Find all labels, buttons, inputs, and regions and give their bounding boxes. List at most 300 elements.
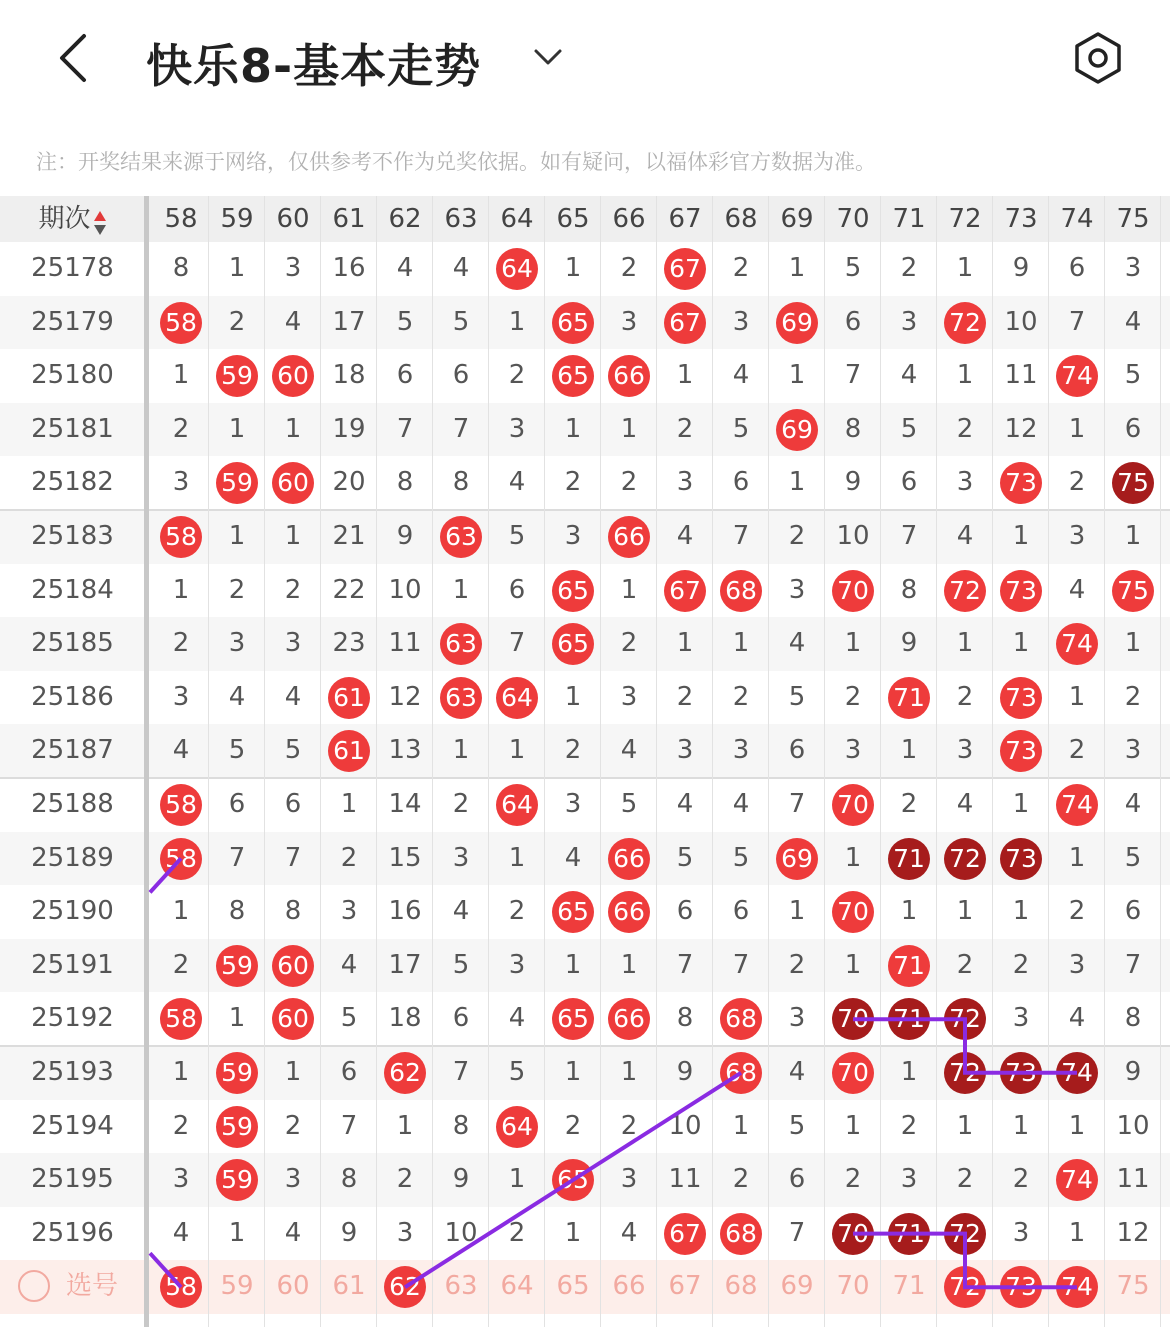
miss-count-cell: 4 [172,735,190,766]
miss-count-cell: 1 [340,789,358,819]
hit-ball: 65 [552,1159,594,1201]
hit-ball: 73 [1000,838,1042,880]
period-cell: 25191 [31,949,114,980]
grid-line [320,196,321,1327]
miss-count-cell: 3 [172,467,190,498]
table-header [0,196,1170,242]
miss-count-cell: 1 [508,1164,526,1195]
selected-ball[interactable]: 72 [944,1266,986,1308]
miss-count-cell: 5 [732,842,750,873]
selected-ball[interactable]: 74 [1056,1266,1098,1308]
select-number-75[interactable]: 75 [1116,1271,1150,1302]
miss-count-cell: 2 [564,735,582,766]
miss-count-cell: 2 [508,360,526,391]
column-header-70: 70 [836,204,870,234]
miss-count-cell: 11 [1116,1164,1150,1195]
miss-count-cell: 5 [844,253,862,283]
miss-count-cell: 4 [564,842,582,873]
miss-count-cell: 8 [452,467,470,498]
hit-ball: 73 [1000,462,1042,504]
select-number-70[interactable]: 70 [836,1271,870,1302]
miss-count-cell: 2 [508,896,526,927]
miss-count-cell: 4 [1068,574,1086,605]
hit-ball: 74 [1056,355,1098,397]
hit-ball: 70 [832,891,874,933]
miss-count-cell: 1 [1012,789,1030,819]
hit-ball: 65 [552,623,594,665]
miss-count-cell: 12 [1004,413,1038,444]
hit-cell [657,564,713,618]
miss-count-cell: 3 [1124,253,1142,283]
table-row [0,510,1170,564]
grid-line [712,196,713,1327]
miss-count-cell: 7 [1068,306,1086,337]
miss-count-cell: 4 [788,628,806,659]
miss-count-cell: 4 [284,306,302,337]
miss-count-cell: 3 [620,306,638,337]
miss-count-cell: 1 [1068,1217,1086,1248]
miss-count-cell: 7 [788,789,806,819]
miss-count-cell: 6 [284,789,302,819]
table-row [0,617,1170,671]
miss-count-cell: 5 [676,842,694,873]
miss-count-cell: 1 [1012,521,1030,551]
selected-ball[interactable]: 58 [160,1266,202,1308]
miss-count-cell: 5 [1124,360,1142,391]
hit-cell [1049,1046,1105,1100]
miss-count-cell: 4 [956,789,974,819]
miss-count-cell: 4 [228,681,246,712]
select-number-71[interactable]: 71 [892,1271,926,1302]
selected-ball[interactable]: 73 [1000,1266,1042,1308]
miss-count-cell: 5 [1124,842,1142,873]
hit-ball: 64 [496,1106,538,1148]
hit-cell [937,296,993,350]
hit-ball: 58 [160,998,202,1040]
hit-cell [1105,564,1161,618]
table-row [0,242,1170,296]
miss-count-cell: 15 [388,842,422,873]
miss-count-cell: 1 [228,1003,246,1034]
miss-count-cell: 1 [1012,1110,1030,1141]
miss-count-cell: 8 [284,896,302,927]
hit-cell [209,1046,265,1100]
miss-count-cell: 2 [732,253,750,283]
period-header[interactable] [0,196,145,242]
miss-count-cell: 2 [564,467,582,498]
hit-cell [209,1100,265,1154]
hit-cell [545,617,601,671]
hit-ball: 70 [832,1213,874,1255]
hit-cell [153,296,209,350]
table-row [0,939,1170,993]
hit-cell [601,885,657,939]
miss-count-cell: 3 [284,253,302,283]
column-header-63: 63 [444,204,478,234]
hit-ball: 74 [1056,1159,1098,1201]
miss-count-cell: 2 [1012,1164,1030,1195]
miss-count-cell: 6 [1124,413,1142,444]
miss-count-cell: 2 [676,413,694,444]
hit-ball: 71 [888,998,930,1040]
miss-count-cell: 7 [1124,949,1142,980]
hit-cell [265,939,321,993]
chevron-left-icon[interactable] [48,28,108,88]
miss-count-cell: 1 [732,1110,750,1141]
miss-count-cell: 13 [388,735,422,766]
hit-cell [153,992,209,1046]
miss-count-cell: 3 [172,681,190,712]
hit-cell [545,564,601,618]
miss-count-cell: 1 [564,949,582,980]
hit-cell [937,1207,993,1261]
hit-cell [937,1046,993,1100]
select-radio[interactable] [18,1270,50,1302]
miss-count-cell: 3 [732,735,750,766]
miss-count-cell: 2 [508,1217,526,1248]
hit-ball: 63 [440,516,482,558]
hit-ball: 58 [160,784,202,826]
miss-count-cell: 17 [332,306,366,337]
miss-count-cell: 2 [844,681,862,712]
table-row [0,778,1170,832]
miss-count-cell: 2 [228,574,246,605]
miss-count-cell: 3 [284,1164,302,1195]
hit-ball: 70 [832,998,874,1040]
hit-ball: 72 [944,1052,986,1094]
miss-count-cell: 4 [788,1057,806,1087]
hit-ball: 66 [608,355,650,397]
miss-count-cell: 6 [228,789,246,819]
hit-cell [209,1153,265,1207]
hit-cell [153,510,209,564]
hit-cell [993,724,1049,778]
hit-ball: 59 [216,355,258,397]
miss-count-cell: 1 [788,896,806,927]
grid-line [544,196,545,1327]
hit-ball: 66 [608,891,650,933]
hit-cell [601,510,657,564]
miss-count-cell: 1 [956,360,974,391]
table-row [0,456,1170,510]
miss-count-cell: 16 [332,253,366,283]
hit-ball: 70 [832,1052,874,1094]
hit-ball: 68 [720,1213,762,1255]
hit-ball: 72 [944,838,986,880]
hit-ball: 69 [776,302,818,344]
miss-count-cell: 4 [620,1217,638,1248]
miss-count-cell: 2 [228,306,246,337]
miss-count-cell: 8 [452,1110,470,1141]
miss-count-cell: 4 [620,735,638,766]
hit-cell [937,832,993,886]
miss-count-cell: 23 [332,628,366,659]
miss-count-cell: 2 [172,949,190,980]
hit-cell [993,1046,1049,1100]
miss-count-cell: 16 [388,896,422,927]
hit-ball: 74 [1056,623,1098,665]
hit-cell [937,564,993,618]
hit-cell [489,671,545,725]
top-bar [0,0,1170,120]
miss-count-cell: 3 [676,735,694,766]
miss-count-cell: 4 [284,681,302,712]
miss-count-cell: 5 [508,1057,526,1087]
hit-ball: 67 [664,570,706,612]
miss-count-cell: 2 [284,1110,302,1141]
selected-ball[interactable]: 62 [384,1266,426,1308]
hit-cell [209,349,265,403]
miss-count-cell: 1 [788,467,806,498]
miss-count-cell: 2 [340,842,358,873]
hit-cell [321,724,377,778]
miss-count-cell: 1 [788,253,806,283]
miss-count-cell: 6 [732,896,750,927]
table-row [0,349,1170,403]
miss-count-cell: 2 [732,1164,750,1195]
miss-count-cell: 1 [676,360,694,391]
miss-count-cell: 1 [1124,521,1142,551]
miss-count-cell: 2 [452,789,470,819]
hit-ball: 65 [552,570,594,612]
select-number-69[interactable]: 69 [780,1271,814,1302]
period-cell: 25182 [31,467,114,498]
miss-count-cell: 2 [396,1164,414,1195]
hit-ball: 62 [384,1052,426,1094]
miss-count-cell: 1 [564,253,582,283]
hit-ball: 72 [944,570,986,612]
grid-line [1048,196,1049,1327]
grid-line [880,196,881,1327]
period-cell: 25186 [31,681,114,712]
select-number-66[interactable]: 66 [612,1271,646,1302]
hit-cell [433,671,489,725]
miss-count-cell: 3 [1012,1003,1030,1034]
miss-count-cell: 3 [452,842,470,873]
hit-ball: 60 [272,462,314,504]
select-number-67[interactable]: 67 [668,1271,702,1302]
select-number-64[interactable]: 64 [500,1271,534,1302]
miss-count-cell: 8 [396,467,414,498]
hit-cell [825,564,881,618]
miss-count-cell: 8 [844,413,862,444]
miss-count-cell: 3 [396,1217,414,1248]
column-header-69: 69 [780,204,814,234]
period-header-label: 期次 [38,204,91,234]
miss-count-cell: 5 [228,735,246,766]
miss-count-cell: 2 [172,1110,190,1141]
miss-count-cell: 5 [900,413,918,444]
miss-count-cell: 2 [900,253,918,283]
miss-count-cell: 1 [172,574,190,605]
miss-count-cell: 9 [1124,1057,1142,1087]
select-number-59[interactable]: 59 [220,1271,254,1302]
select-number-65[interactable]: 65 [556,1271,590,1302]
hit-cell [1105,456,1161,510]
hit-ball: 61 [328,677,370,719]
table-row [0,1207,1170,1261]
hit-ball: 67 [664,302,706,344]
hit-ball: 73 [1000,677,1042,719]
miss-count-cell: 8 [900,574,918,605]
miss-count-cell: 1 [900,735,918,766]
miss-count-cell: 2 [1068,735,1086,766]
miss-count-cell: 1 [284,1057,302,1087]
miss-count-cell: 3 [900,306,918,337]
miss-count-cell: 5 [788,681,806,712]
miss-count-cell: 3 [172,1164,190,1195]
select-number-68[interactable]: 68 [724,1271,758,1302]
miss-count-cell: 4 [508,1003,526,1034]
hit-cell [993,832,1049,886]
miss-count-cell: 3 [508,413,526,444]
period-cell: 25178 [31,253,114,283]
hit-ball: 66 [608,838,650,880]
hit-cell [433,617,489,671]
hit-cell [713,1207,769,1261]
miss-count-cell: 6 [1068,253,1086,283]
grid-line [768,196,769,1327]
miss-count-cell: 8 [228,896,246,927]
miss-count-cell: 2 [956,413,974,444]
hit-ball: 64 [496,677,538,719]
miss-count-cell: 7 [452,1057,470,1087]
chevron-down-icon[interactable] [528,40,568,74]
miss-count-cell: 3 [788,574,806,605]
miss-count-cell: 3 [340,896,358,927]
hit-cell [825,992,881,1046]
select-number-60[interactable]: 60 [276,1271,310,1302]
hit-ball: 72 [944,1213,986,1255]
miss-count-cell: 2 [676,681,694,712]
hit-cell [1049,349,1105,403]
hit-ball: 68 [720,998,762,1040]
hit-cell [545,1153,601,1207]
miss-count-cell: 4 [452,896,470,927]
table-row [0,724,1170,778]
miss-count-cell: 1 [172,360,190,391]
miss-count-cell: 10 [1116,1110,1150,1141]
select-number-63[interactable]: 63 [444,1271,478,1302]
table-row [0,564,1170,618]
hit-ball: 73 [1000,570,1042,612]
hit-ball: 66 [608,998,650,1040]
select-number-62[interactable] [377,1260,433,1314]
miss-count-cell: 1 [900,1057,918,1087]
miss-count-cell: 22 [332,574,366,605]
hit-ball: 63 [440,623,482,665]
miss-count-cell: 2 [844,1164,862,1195]
miss-count-cell: 6 [1124,896,1142,927]
column-header-60: 60 [276,204,310,234]
miss-count-cell: 10 [444,1217,478,1248]
miss-count-cell: 2 [1068,467,1086,498]
miss-count-cell: 14 [388,789,422,819]
hit-cell [993,456,1049,510]
sort-icon[interactable] [93,206,107,234]
hit-cell [881,939,937,993]
miss-count-cell: 3 [1068,949,1086,980]
hit-ball: 74 [1056,784,1098,826]
miss-count-cell: 4 [340,949,358,980]
hit-ball: 67 [664,248,706,290]
hit-ball: 59 [216,945,258,987]
miss-count-cell: 7 [732,521,750,551]
miss-count-cell: 21 [332,521,366,551]
hit-cell [993,564,1049,618]
miss-count-cell: 1 [284,521,302,551]
miss-count-cell: 1 [396,1110,414,1141]
hit-ball: 71 [888,1213,930,1255]
hit-cell [657,1207,713,1261]
hit-cell [881,832,937,886]
period-cell: 25196 [31,1217,114,1248]
miss-count-cell: 6 [676,896,694,927]
period-cell: 25192 [31,1003,114,1034]
miss-count-cell: 3 [284,628,302,659]
table-row [0,1153,1170,1207]
miss-count-cell: 3 [1124,735,1142,766]
select-number-61[interactable]: 61 [332,1271,366,1302]
hit-ball: 65 [552,891,594,933]
miss-count-cell: 1 [788,360,806,391]
hit-cell [937,992,993,1046]
column-header-74: 74 [1060,204,1094,234]
select-number-74[interactable] [1049,1260,1105,1314]
column-header-71: 71 [892,204,926,234]
hit-ball: 61 [328,730,370,772]
hit-ball: 58 [160,838,202,880]
miss-count-cell: 2 [1124,681,1142,712]
miss-count-cell: 3 [900,1164,918,1195]
hit-cell [713,1046,769,1100]
miss-count-cell: 1 [564,1057,582,1087]
column-header-73: 73 [1004,204,1038,234]
settings-icon[interactable] [1070,30,1126,86]
miss-count-cell: 18 [332,360,366,391]
miss-count-cell: 1 [564,681,582,712]
miss-count-cell: 4 [732,789,750,819]
miss-count-cell: 4 [452,253,470,283]
miss-count-cell: 6 [452,1003,470,1034]
miss-count-cell: 1 [620,413,638,444]
table-row [0,1046,1170,1100]
column-header-62: 62 [388,204,422,234]
miss-count-cell: 7 [284,842,302,873]
column-header-59: 59 [220,204,254,234]
hit-ball: 58 [160,516,202,558]
miss-count-cell: 4 [172,1217,190,1248]
miss-count-cell: 2 [620,253,638,283]
hit-ball: 70 [832,784,874,826]
miss-count-cell: 9 [340,1217,358,1248]
miss-count-cell: 1 [732,628,750,659]
miss-count-cell: 1 [508,842,526,873]
select-number-72[interactable] [937,1260,993,1314]
miss-count-cell: 4 [284,1217,302,1248]
select-number-73[interactable] [993,1260,1049,1314]
hit-cell [321,671,377,725]
miss-count-cell: 1 [956,628,974,659]
select-number-58[interactable] [153,1260,209,1314]
miss-count-cell: 11 [1004,360,1038,391]
miss-count-cell: 7 [844,360,862,391]
grid-line [1104,196,1105,1327]
hit-cell [601,349,657,403]
miss-count-cell: 1 [844,628,862,659]
hit-cell [713,992,769,1046]
miss-count-cell: 3 [228,628,246,659]
